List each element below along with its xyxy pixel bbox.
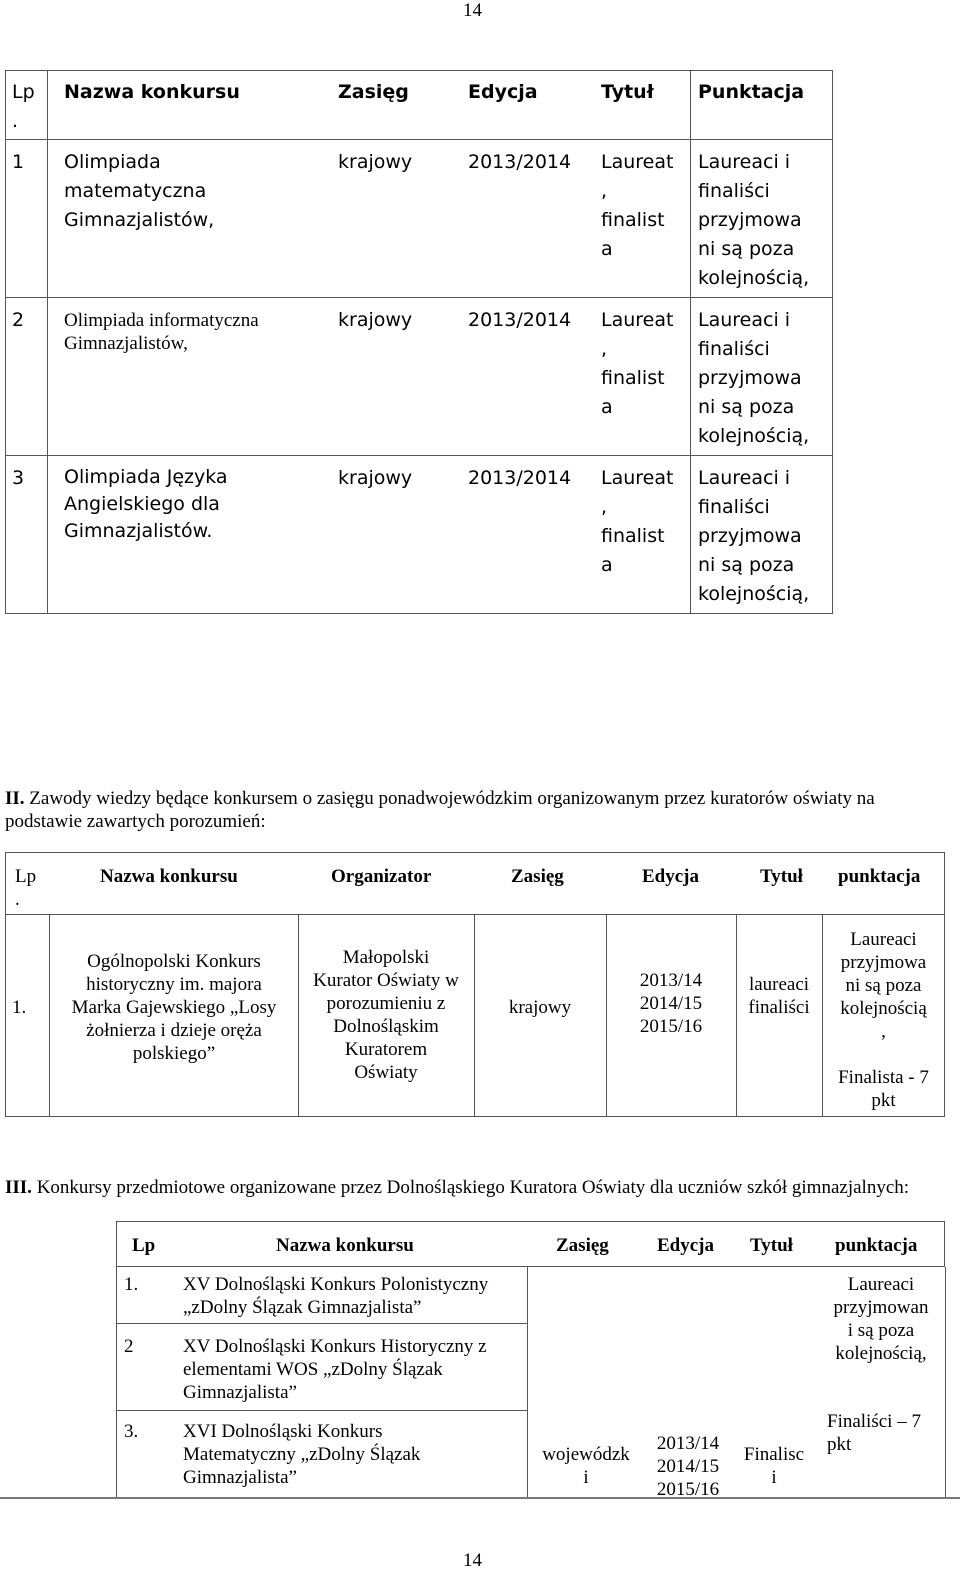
tytul-value: Finalisc i bbox=[743, 1444, 805, 1488]
col-header-name: Nazwa konkursu bbox=[100, 866, 238, 887]
col-header-lp: Lp bbox=[132, 1235, 156, 1256]
row1-punktacja: Laureaci i finaliści przyjmowa ni są poza kolejnością, bbox=[698, 151, 810, 289]
row1-name: Olimpiada matematyczna Gimnazjalistów, bbox=[64, 151, 215, 231]
row3-edycja: 2013/2014 bbox=[468, 467, 572, 489]
row-lp: 1. bbox=[12, 997, 27, 1018]
section3-heading-text: Konkursy przedmiotowe organizowane przez Dolnośląskiego Kuratora Oświaty dla uczniów szkół gimnazjalnych: bbox=[36, 1177, 910, 1198]
edycja-value: 2013/14 2014/15 2015/16 bbox=[656, 1433, 720, 1500]
row3-zasieg: krajowy bbox=[338, 467, 413, 489]
punktacja-laureaci: Laureaci przyjmowan i są poza kolejnością, bbox=[833, 1274, 929, 1364]
col-header-punktacja: Punktacja bbox=[698, 81, 805, 103]
row2-punktacja: Laureaci i finaliści przyjmowa ni są poza kolejnością, bbox=[698, 309, 810, 447]
row2-zasieg: krajowy bbox=[338, 309, 413, 331]
col-header-zasieg: Zasięg bbox=[556, 1235, 609, 1256]
row2-name: Olimpiada informatyczna Gimnazjalistów, bbox=[64, 310, 259, 354]
page-number-bottom: 14 bbox=[463, 1550, 482, 1571]
col-header-edycja: Edycja bbox=[642, 866, 699, 887]
row-punktacja: Laureaci przyjmowa ni są poza kolejnością , Finalista - 7 pkt bbox=[838, 929, 929, 1111]
col-header-tytul: Tytuł bbox=[601, 81, 654, 103]
row2-name: XV Dolnośląski Konkurs Historyczny z elementami WOS „zDolny Ślązak Gimnazjalista” bbox=[183, 1336, 487, 1403]
section3-heading-prefix: III. bbox=[5, 1177, 32, 1198]
row2-tytul: Laureat , finalist a bbox=[601, 309, 674, 418]
col-header-organizator: Organizator bbox=[331, 866, 432, 887]
col-header-tytul: Tytuł bbox=[750, 1235, 793, 1256]
row-edycja: 2013/14 2014/15 2015/16 bbox=[639, 970, 703, 1037]
col-header-edycja: Edycja bbox=[468, 81, 538, 103]
page-number-top: 14 bbox=[463, 0, 482, 21]
col-header-tytul: Tytuł bbox=[760, 866, 803, 887]
col-header-punktacja: punktacja bbox=[838, 866, 921, 887]
row1-edycja: 2013/2014 bbox=[468, 151, 572, 173]
row3-name: Olimpiada Języka Angielskiego dla Gimnazjalistów. bbox=[64, 466, 228, 542]
row2-lp: 2 bbox=[124, 1336, 134, 1357]
row3-name: XVI Dolnośląski Konkurs Matematyczny „zDolny Ślązak Gimnazjalista” bbox=[183, 1421, 421, 1488]
row1-tytul: Laureat , finalist a bbox=[601, 151, 674, 260]
row-zasieg: krajowy bbox=[508, 997, 572, 1018]
row3-lp: 3 bbox=[12, 467, 25, 489]
row1-name: XV Dolnośląski Konkurs Polonistyczny „zDolny Ślązak Gimnazjalista” bbox=[183, 1274, 489, 1318]
row1-zasieg: krajowy bbox=[338, 151, 413, 173]
table-header-border bbox=[116, 1221, 945, 1267]
section3-heading bbox=[5, 1176, 935, 1199]
section2-heading-prefix: II. bbox=[5, 788, 25, 809]
row1-lp: 1. bbox=[124, 1274, 139, 1295]
row3-lp: 3. bbox=[124, 1421, 139, 1442]
col-header-name: Nazwa konkursu bbox=[276, 1235, 414, 1256]
row2-edycja: 2013/2014 bbox=[468, 309, 572, 331]
row3-punktacja: Laureaci i finaliści przyjmowa ni są poza kolejnością, bbox=[698, 467, 810, 605]
row3-tytul: Laureat , finalist a bbox=[601, 467, 674, 576]
row2-lp: 2 bbox=[12, 309, 25, 331]
col-header-zasieg: Zasięg bbox=[338, 81, 409, 103]
section2-heading-text: Zawody wiedzy będące konkursem o zasięgu ponadwojewódzkim organizowanym przez kuratorów oświaty na podstawie zawartych porozumień: bbox=[5, 788, 875, 832]
section2-heading bbox=[5, 787, 935, 833]
row1-lp: 1 bbox=[12, 151, 25, 173]
row-organizator: Małopolski Kurator Oświaty w porozumieniu z Dolnośląskim Kuratorem Oświaty bbox=[313, 947, 459, 1083]
col-header-lp: Lp . bbox=[12, 81, 35, 132]
col-header-punktacja: punktacja bbox=[835, 1235, 918, 1256]
col-header-zasieg: Zasięg bbox=[511, 866, 564, 887]
punktacja-finalisci: Finaliści – 7 pkt bbox=[827, 1411, 921, 1455]
row-tytul: laureaci finaliści bbox=[748, 974, 810, 1018]
col-header-lp: Lp . bbox=[15, 866, 37, 910]
col-header-edycja: Edycja bbox=[657, 1235, 714, 1256]
col-header-name: Nazwa konkursu bbox=[64, 81, 240, 103]
row-name: Ogólnopolski Konkurs historyczny im. majora Marka Gajewskiego „Losy żołnierza i dzieje oręża polskiego” bbox=[71, 951, 277, 1064]
zasieg-value: wojewódzk i bbox=[542, 1444, 630, 1488]
page-break-divider bbox=[0, 1497, 960, 1499]
